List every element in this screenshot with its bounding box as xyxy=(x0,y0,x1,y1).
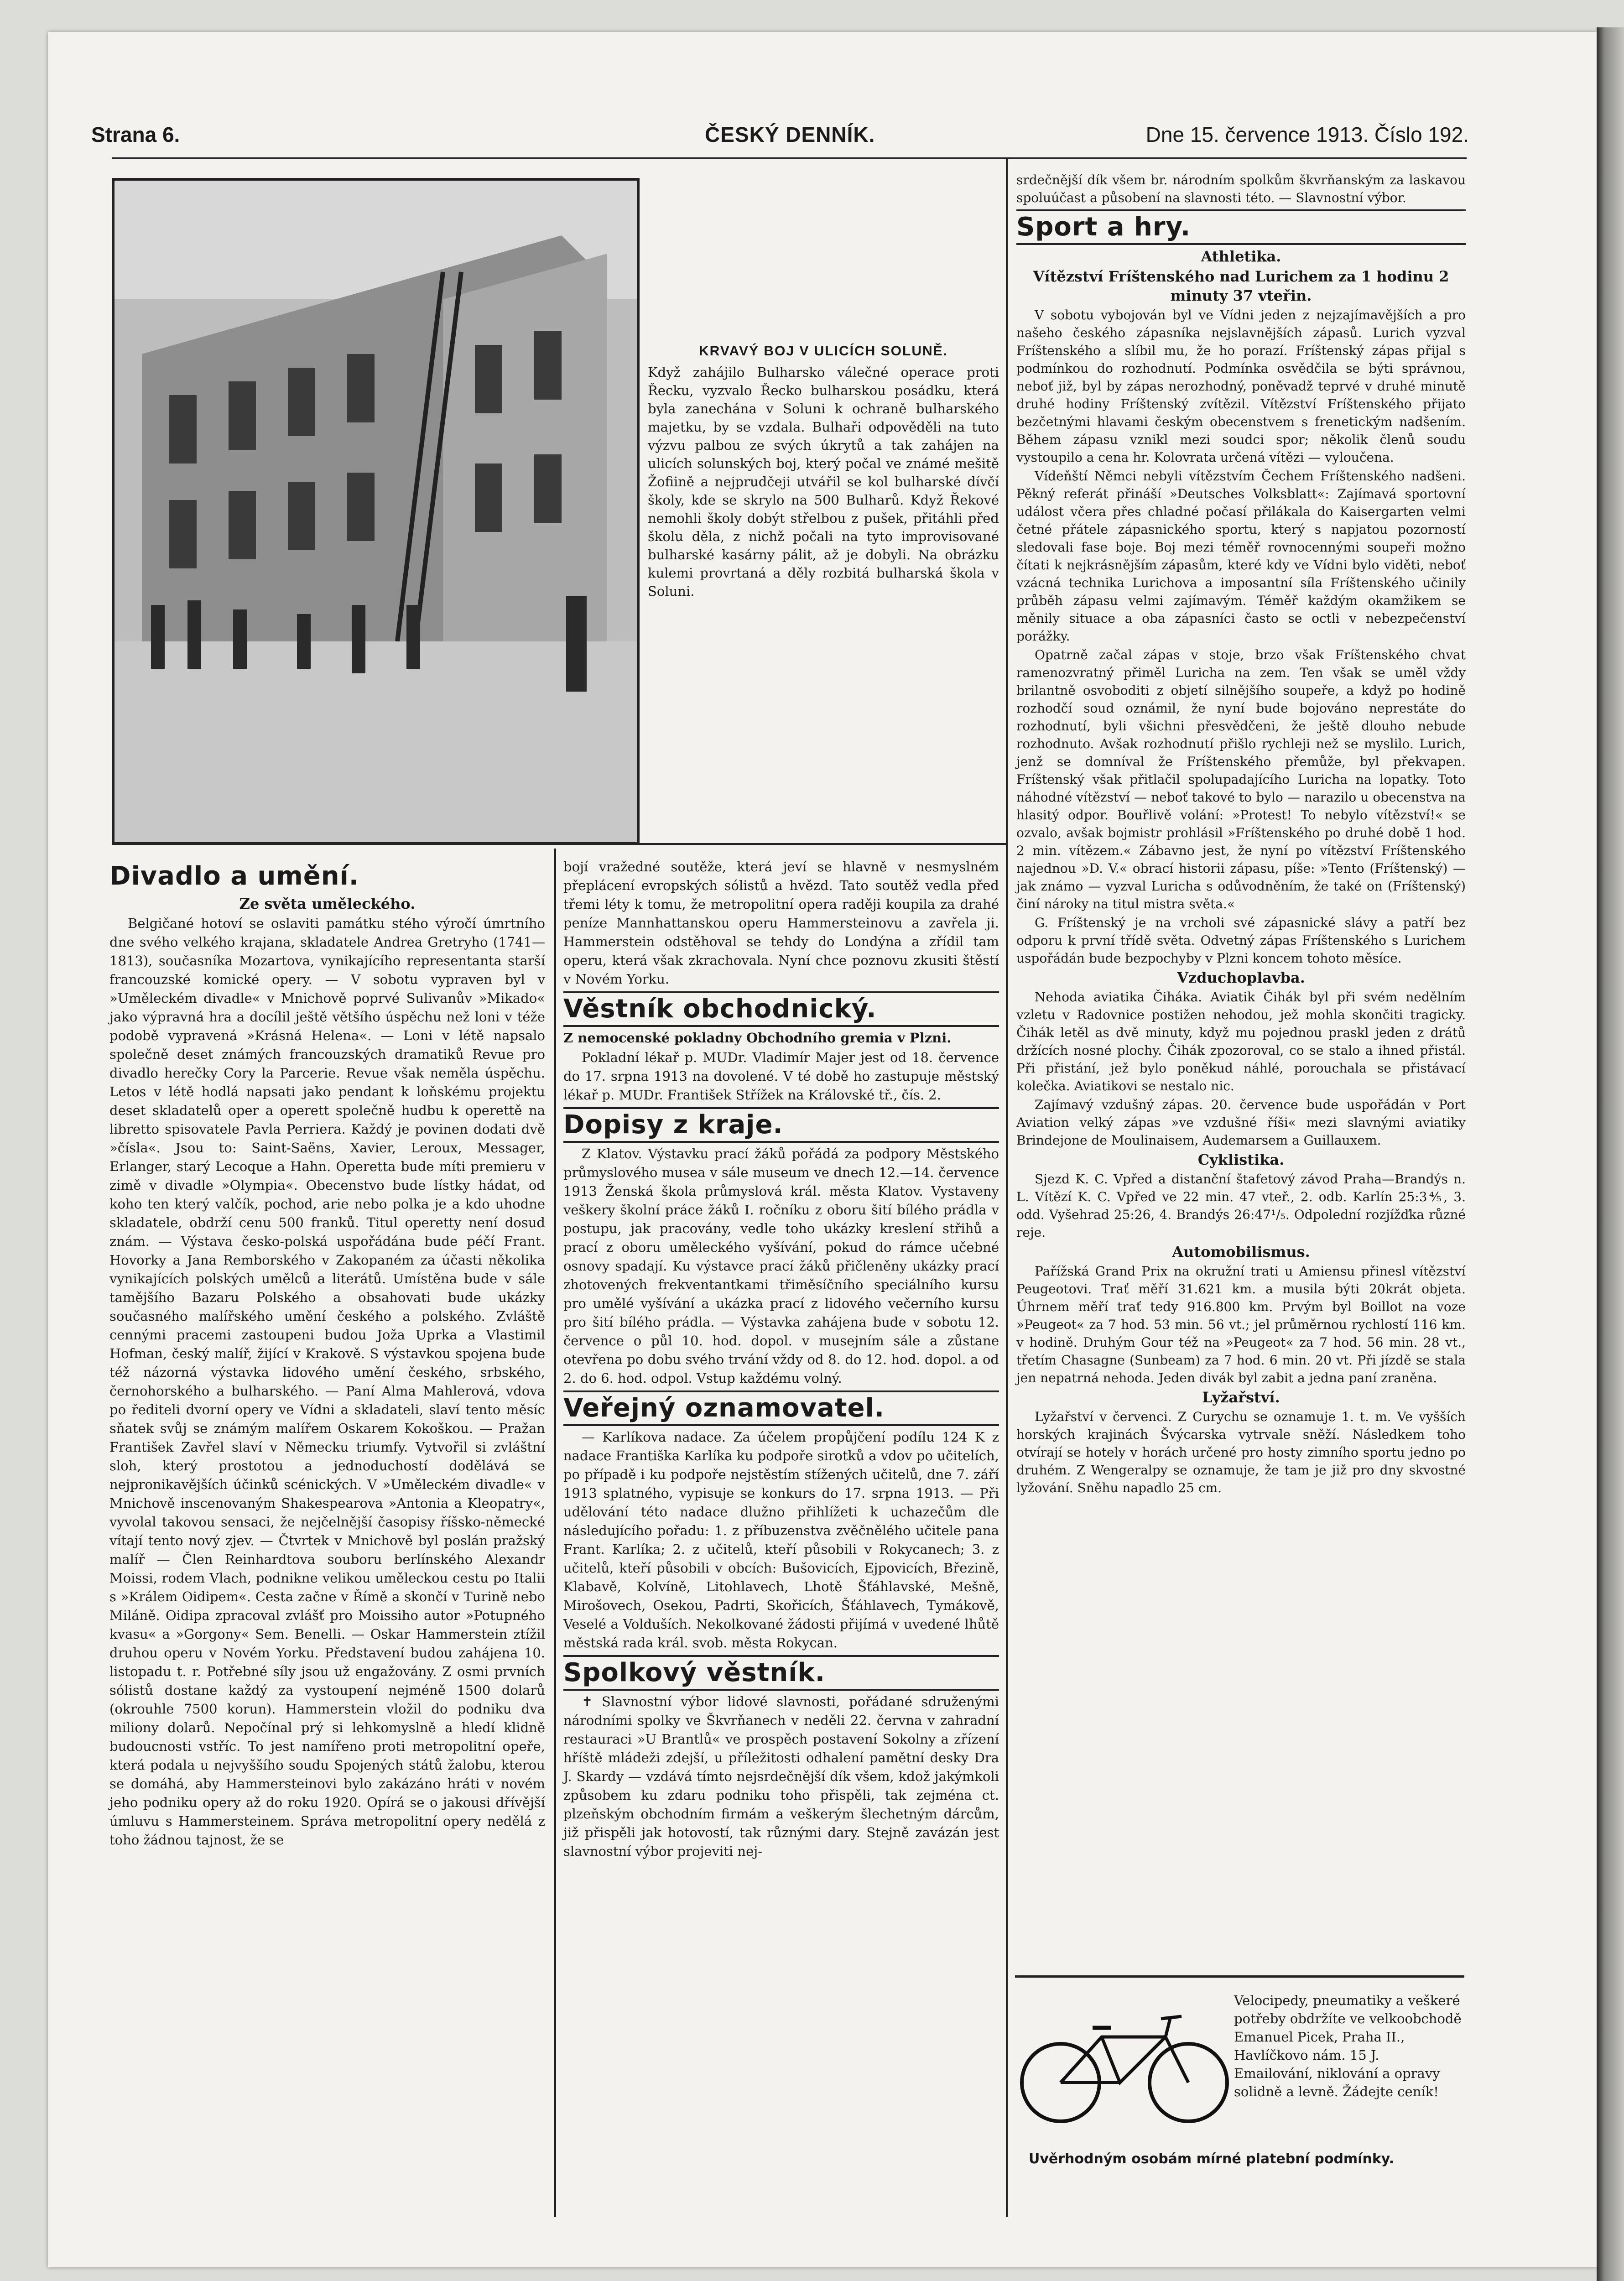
skiing-paragraph: Lyžařství v červenci. Z Curychu se oznamuje 1. t. m. Ve vyšších horských krajinách Švýcarska vytrvale sněží. Následkem toho otvírají se hotely v horách určené pro hosty zimního sportu jedno po druhém. Z Wengeralpy se oznamuje, že tam je již pro dny skvostné lyžování. Sněhu napadlo 25 cm. xyxy=(1016,1409,1466,1495)
motoring-paragraph: Pařížská Grand Prix na okružní trati u Amiensu přinesl vítězství Peugeotovi. Trať měří 31.621 km. a musila býti 20krát objeta. Úhrnem měří trať tedy 916.800 km. Prvým byl Boillot na voze »Peugeot« za 7 hod. 53 min. 56 vt.; jel průměrnou rychlostí 116 km. v hodině. Druhým Gour též na »Peugeot« za 7 hod. 56 min. 28 vt., třetím Chasagne (Sunbeam) za 7 hod. 6 min. 20 vt. Při jízdě se stala jen nepatrná nehoda. Jeden divák byl zabit a jedna paní zraněna. xyxy=(1016,1264,1466,1385)
caption-text: Když zahájilo Bulharsko válečné operace proti Řecku, vyzvalo Řecko bulharskou posádku, která byla zanechána v Soluni k ochraně bulharského majetku, by se vzdala. Bulhaři odpověděli na tuto výzvu palbou ze svých úkrytů a tak zahájen na ulicích solunských boj, který počal ve známé mešitě Žofiině a nejprudčeji utvářil se kol bulharské dívčí školy, kde se skrylo na 500 Bulharů. Když Řekové nemohli školy dobýt střelbou z pušek, přitáhli před školu děla, z nichž počali na tyto improvisované bulharské kasárny pálit, až je dobyli. Na obrázku kulemi provrtaná a děly rozbitá bulharská škola v Soluni. xyxy=(648,365,999,599)
section-title-commerce: Věstník obchodnický. xyxy=(563,991,999,1027)
caption-title: KRVAVÝ BOJ V ULICÍCH SOLUNĚ. xyxy=(698,344,948,359)
advertisement-footer: Uvěrhodným osobám mírné platební podmínky. xyxy=(1029,2151,1394,2167)
subheading-skiing: Lyžařství. xyxy=(1202,1389,1280,1406)
bicycle-icon xyxy=(1015,1996,1234,2133)
sport-paragraph-2: Vídeňští Němci nebyli vítězstvím Čechem Fríštenského nadšeni. Pěkný referát přináší »Deutsches Volksblatt«: Zajímavá sportovní událost včera přes chladné počasí přilákala do Kaisergarten velmi četné přátele zápasnického sportu, který s napjatou pozorností sledovali fase boje. Boj mezi téměř rovnocennými soupeři možno čítati k nejkrásnějším zápasům, které kdy ve Vídni bylo viděti, neboť vzácná technika Lurichova a imposantní síla Fríštenského učinily průběh zápasu velmi zajímavým. Téměř každým okamžikem se měnily situace a oba zápasníci často se octli v nebezpečenství porážky. xyxy=(1016,469,1466,644)
page-number: Strana 6. xyxy=(91,123,180,146)
advertisement-text: Velocipedy, pneumatiky a veškeré potřeby obdržíte ve velkoobchodě Emanuel Picek, Praha II., Havlíčkovo nám. 15 J. Emailování, niklování a opravy solidně a levně. Žádejte ceník! xyxy=(1234,1993,1462,2099)
section-title-announcer: Veřejný oznamovatel. xyxy=(563,1390,999,1426)
section-title-theatre: Divadlo a umění. xyxy=(109,861,359,891)
clubs-continuation: srdečnější dík všem br. národním spolkům škvrňanským za laskavou spoluúčast a působení na slavnosti této. — Slavnostní výbor. xyxy=(1016,172,1466,205)
bicycle-advertisement xyxy=(1015,1975,1464,2224)
subheading-athletics: Athletika. xyxy=(1201,248,1281,265)
letters-text: Z Klatov. Výstavku prací žáků pořádá za podpory Městského průmyslového musea v sále museum ve dnech 12.—14. července 1913 Ženská škola průmyslová král. města Klatov. Vystaveny veškery školní práce žáků I. ročníku z oboru šití bílého prádla v postupu, jak pracovány, vedle toho ukázky kreslení střihů a prací z oboru uměleckého vyšívání, pokud do rámce učebné osnovy spadají. Ku výstavce prací žáků přičleněny ukázky prací zhotovených frekventantkami třiměsíčního speciálního kursu pro umělé vyšívání a ukázka prací z lidového večerního kursu pro šití bílého prádla. — Výstavka zahájena bude v sobotu 12. července o půl 10. hod. dopol. v musejním sále a zůstane otevřena po dobu svého trvání vždy od 8. do 12. hod. dopol. a od 2. do 6. hod. odpol. Vstup každému volný. xyxy=(563,1146,999,1386)
news-photo xyxy=(112,178,640,845)
sport-paragraph-1: V sobotu vybojován byl ve Vídni jeden z nejzajímavějších a pro našeho českého zápasníka nejslavnějších zápasů. Lurich vyzval Fríštenského a slíbil mu, že ho porazí. Fríštenský zápas přijal s podmínkou do rozhodnutí. Podmínka osvědčila se býti správnou, neboť již, byl by zápas nerozhodný, poněvadž teprvé v druhé minutě druhé hodiny Fríštenský zvítězil. Vítězství Fríštenského přijato bezčetnými hlavami českým obecenstvem s frenetickým nadšením. Během zápasu vznikl mezi soudci spor; několik členů soudu vystoupilo a cena hr. Kolovrata určená vítězi — vyloučena. xyxy=(1016,307,1466,465)
cycling-paragraph: Sjezd K. C. Vpřed a distanční štafetový závod Praha—Brandýs n. L. Vítězí K. C. Vpřed ve 22 min. 47 vteř., 2. odb. Karlín 25:3⅘, 3. odd. Vyšehrad 25:26, 4. Brandýs 26:47¹/₅. Odpolední rozjížďka různé reje. xyxy=(1016,1172,1466,1240)
subheading-art-world: Ze světa uměleckého. xyxy=(239,895,416,912)
commerce-text: Pokladní lékař p. MUDr. Vladimír Majer jest od 18. července do 17. srpna 1913 na dovolené. V té době ho zastupuje městský lékař p. MUDr. František Střížek na Královské tř., čís. 2. xyxy=(563,1050,999,1103)
column-sport xyxy=(1016,171,1466,1498)
school-building-photo xyxy=(115,181,637,842)
article-continuation: bojí vražedné soutěže, která jeví se hlavně v nesmyslném přeplácení evropských sólistů a hvězd. Tato soutěž vedla před třemi léty k tomu, že metropolitní opera raději koupila za drahé peníze Mannhattanskou operu Hammersteinovu a zavřela ji. Hammerstein odstěhoval se tehdy do Londýna a zřídil tam operu, která však zkrachovala. Nyní chce poznovu zkusiti štěstí v Novém Yorku. xyxy=(563,859,999,987)
commerce-heading: Z nemocenské pokladny Obchodního gremia v Plzni. xyxy=(563,1030,952,1046)
aviation-paragraph-1: Nehoda aviatika Čiháka. Aviatik Čihák byl při svém nedělním vzletu v Radovnice postižen nehodou, jež mohla skončiti tragicky. Čihák letěl as dvě minuty, když mu pojednou praskl jeden z drátů držících nosné plochy. Čihák zpozoroval, co se stalo a ihned přistál. Při přistání, jež bylo poněkud náhlé, porouchala se přistávací kolečka. Aviatikovi se nestalo nic. xyxy=(1016,989,1466,1094)
column-middle xyxy=(563,858,999,1862)
clubs-text: ✝ Slavnostní výbor lidové slavnosti, pořádané sdruženými národními spolky ve Škvrňanech v neděli 22. června v zahradní restauraci »U Brantlů« ve prospěch postavení Sokolny a zřízení hříště mládeži zdejší, u příležitosti odhalení pamětní desky Dra J. Skardy — vzdává tímto nejsrdečnější dík všem, kdož jakýmkoli způsobem ku zdaru podniku toho přispěli, tak zejména ct. plzeňským obchodním firmám a veškerým šlechetným dárcům, již přispěli jak hotovostí, tak různými dary. Stejně zavázán jest slavnostní výbor projeviti nej- xyxy=(563,1694,999,1859)
header-rule xyxy=(112,157,1467,159)
page-edge-shadow xyxy=(1597,27,1624,2281)
subheading-motoring: Automobilismus. xyxy=(1172,1243,1310,1260)
article-theatre-text: Belgičané hotoví se oslaviti památku stého výročí úmrtního dne svého velkého krajana, skladatele Andrea Gretryho (1741—1813), současníka Mozartova, vynikajícího representanta starší francouzské komické opery. — V sobotu vypraven byl v »Uměleckém divadle« v Mnichově poprvé Sulivanův »Mikado« jako výpravná hra a docílil ještě většího úspěchu než loni v téže podobě vypravená »Krásná Helena«. — Loni v létě napsalo společně deset známých francouzských dramatiků Revue pro divadlo herečky Cory la Parcerie. Revue však neměla úspěchu. Letos v létě hodlá napsati jako pendant k loňskému projektu deset skladatelů oper a operett společně hudbu k operettě na libretto spisovatele Pavla Perriera. Každý je povinen dodati dvě »čísla«. Jsou to: Saint-Saëns, Xavier, Leroux, Messager, Erlanger, starý Lecoque a Hahn. Operetta bude míti premieru v zimě v divadle »Olympia«. Obecenstvo bude lístky hádat, od koho ten který valčík, pochod, arie nebo polka je a kdo uhodne skladatele, obdrží cenu 500 franků. Titul operetty není dosud znám. — Výstava česko-polská uspořádána bude péčí Frant. Hovorky a Jana Remborského v Zakopaném za účasti několika vynikajících polských umělců a literátů. Umístěna bude v sále tamějšího Bazaru Polského a obsahovati bude ukázky současného malířského umění českého a polského. Zvláště cennými pracemi zastoupeni budou Joža Uprka a Vlastimil Hofman, český malíř, žijící v Krakově. S výstavkou spojena bude též názorná výstavka lidového umění českého, srbského, černohorského a bulharského. — Paní Alma Mahlerová, vdova po řediteli dvorní opery ve Vídni a skladateli, slaví tento měsíc sňatek svůj se známým malířem Oskarem Kokoškou. — Pražan František Zavřel slaví v Německu triumfy. Vytvořil si zvláštní sloh, který prostotou a jednoduchostí dodělává se nejpronikavějších účinků scénických. V »Uměleckém divadle« v Mnichově inscenovaným Shakespearova »Antonia a Kleopatry«, vyvolal takovou sensaci, že nejčelnější časopisy říšsko-německé vítají tento nový zjev. — Čtvrtek v Mnichově byl poslán pražský malíř — Člen Reinhardtova souboru berlínského Alexandr Moissi, rodem Vlach, podnikne velikou uměleckou cestu po Italii s »Králem Oidipem«. Cesta začne v Římě a skončí v Turině nebo Miláně. Oidipa zpracoval zvlášť pro Moissiho autor »Potupného kvasu« a »Gorgony« Sem. Benelli. — Oskar Hammerstein ztížil druhou operu v Novém Yorku. Představení budou zahájena 10. listopadu t. r. Potřebné síly jsou už engažovány. Z osmi prvních sólistů dostane každý za vystoupení nejméně 1500 dolarů (okrouhle 7500 korun). Hammerstein vložil do podniku dva miliony dolarů. Nepočínal prý si lehkomyslně a hledí klidně budoucnosti vstříc. To jest namířeno proti metropolitní opeře, která podala u nejvyššího soudu Spojených států žalobu, kterou se domáhá, aby Hammersteinovi bylo zakázáno hráti v novém jeho podniku opery až do roku 1920. Opírá se o jakousi dřívější úmluvu s Hammersteinem. Správa metropolitní opery nedělá z toho žádnou tajnost, že se xyxy=(109,916,545,1848)
sport-paragraph-3: Opatrně začal zápas v stoje, brzo však Fríštenského chvat ramenozvratný přiměl Luricha na zem. Ten však se uměl vždy brilantně osvoboditi z objetí silnějšího soupeře, a když po hodině rozhodčí soud oznámil, že nyní bude bojováno neprestáte do rozhodnutí, byli všichni přesvědčeni, že ještě dlouho nebude rozhodnuto. Avšak rozhodnutí přišlo rychleji než se myslilo. Lurich, jenž se domníval že Fríštenského přemůže, byl překvapen. Fríštenský však přitlačil spolupadajícího Luricha na lopatky. Toto náhodné vítězství — neboť takové to bylo — narazilo u obecenstva na hlasitý odpor. Bouřlivě volání: »Protest! To nebylo vítězství!« se ozvalo, avšak bojmistr prohlásil »Fríštenského po druhé době 1 hod. 2 min. vítězem.« Zábavno jest, že nyní po vítězství Fríštenského najednou »D. V.« obrací historii zápasu, píše: »Tento (Fríštenský) — jak známo — vyzval Luricha s odůvodněním, že také on (Fríštenský) činí nároky na titul mistra světa.« xyxy=(1016,647,1466,911)
photo-caption xyxy=(648,342,999,600)
page-header xyxy=(91,122,1469,154)
aviation-paragraph-2: Zajímavý vzdušný zápas. 20. července bude uspořádán v Port Aviation velký zápas »ve vzdušné říši« mezi slavnými aviatiky Brindejone de Moulinaisem, Audemarsem a Guillauxem. xyxy=(1016,1097,1466,1148)
issue-date: Dne 15. července 1913. Číslo 192. xyxy=(1145,123,1469,146)
subheading-cycling: Cyklistika. xyxy=(1197,1151,1285,1168)
section-title-letters: Dopisy z kraje. xyxy=(563,1107,999,1143)
column-rule-1 xyxy=(554,849,556,2217)
section-title-sport: Sport a hry. xyxy=(1016,209,1466,245)
announcer-text: — Karlíkova nadace. Za účelem propůjčení podílu 124 K z nadace Františka Karlíka ku podpoře sirotků a vdov po učitelích, po případě i ku podpoře nejstěstím stížených učitelů, dne 7. září 1913 splatného, vypisuje se konkurs do 17. srpna 1913. — Při udělování této nadace dlužno přihlížeti k uchazečům dle následujícího pořadu: 1. z příbuzenstva zvěčnělého učitele pana Frant. Karlíka; 2. z učitelů, kteří působili v Rokycanech; 3. z učitelů, kteří působili v obcích: Bušovicích, Ejpovicích, Březině, Klabavě, Kolvíně, Litohlavech, Lhotě Šťáhlavské, Mešně, Mirošovech, Osekou, Padrti, Skořicích, Šťáhlavech, Tymákově, Veselé a Volduších. Nekolkované žádosti přijímá v uvedené lhůtě městská rada král. svob. města Rokycan. xyxy=(563,1429,999,1651)
column-theatre xyxy=(109,858,545,1850)
subheading-fristensky: Vítězství Fríštenského nad Lurichem za 1 hodinu 2 minuty 37 vteřin. xyxy=(1033,268,1449,304)
column-rule-2 xyxy=(1006,157,1008,2217)
newspaper-title: ČESKÝ DENNÍK. xyxy=(705,123,875,146)
section-title-clubs: Spolkový věstník. xyxy=(563,1655,999,1691)
subheading-aviation: Vzduchoplavba. xyxy=(1177,969,1305,986)
sport-paragraph-4: G. Fríštenský je na vrcholi své zápasnické slávy a patří bez odporu k první třídě světa. Odvetný zápas Fríštenského s Lurichem uspořádán bude bezpochyby v Plzni koncem tohoto měsíce. xyxy=(1016,915,1466,966)
